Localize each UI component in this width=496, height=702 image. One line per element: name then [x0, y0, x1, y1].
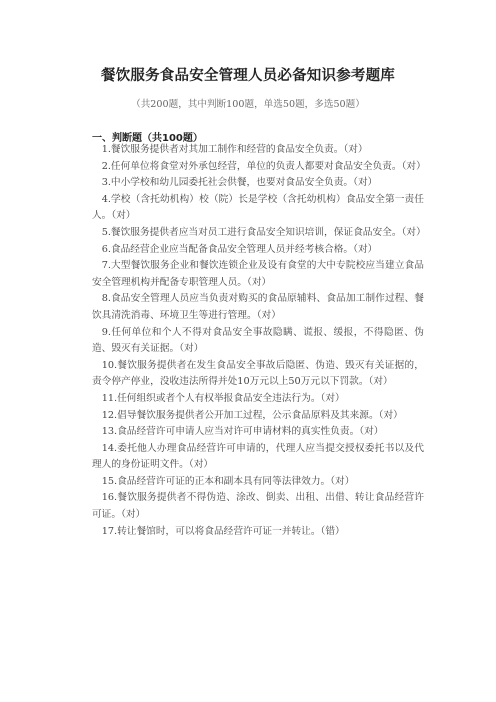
list-item: 17.转让餐馆时，可以将食品经营许可证一并转让。（错） — [101, 525, 345, 537]
list-item: 9.任何单位和个人不得对食品安全事故隐瞒、谎报、缓报，不得隐匿、伪造、毁灭有关证据。（对） — [92, 326, 424, 355]
list-item: 14.委托他人办理食品经营许可申请的，代理人应当提交授权委托书以及代理人的身份证明文件。（对） — [92, 442, 424, 471]
question-list — [92, 142, 424, 540]
list-item: 6.食品经营企业应当配备食品安全管理人员并经考核合格。（对） — [101, 243, 378, 255]
list-item: 8.食品安全管理人员应当负责对购买的食品原辅料、食品加工制作过程、餐饮具清洗消毒、环境卫生等进行管理。（对） — [92, 293, 424, 321]
list-item: 11.任何组织或者个人有权举报食品安全违法行为。（对） — [101, 392, 345, 404]
list-item: 16.餐饮服务提供者不得伪造、涂改、倒卖、出租、出借、转让食品经营许可证。（对） — [92, 492, 424, 521]
list-item: 10.餐饮服务提供者在发生食品安全事故后隐匿、伪造、毁灭有关证据的，责令停产停业，没收违法所得并处10万元以上50万元以下罚款。（对） — [92, 359, 424, 388]
document-title: 餐饮服务食品安全管理人员必备知识参考题库 — [101, 68, 395, 84]
list-item: 12.倡导餐饮服务提供者公开加工过程，公示食品原料及其来源。（对） — [101, 409, 403, 421]
list-item: 4.学校（含托幼机构）校（院）长是学校（含托幼机构）食品安全第一责任人。（对） — [92, 193, 424, 222]
section-heading: 一、判断题（共100题） — [92, 133, 203, 144]
list-item: 3.中小学校和幼儿园委托社会供餐，也要对食品安全负责。（对） — [101, 177, 378, 189]
list-item: 2.任何单位将食堂对外承包经营，单位的负责人都要对食品安全负责。（对） — [101, 160, 426, 172]
list-item: 13.食品经营许可申请人应当对许可申请材料的真实性负责。（对） — [101, 426, 384, 438]
list-item: 15.食品经营许可证的正本和副本具有同等法律效力。（对） — [101, 475, 355, 487]
list-item: 7.大型餐饮服务企业和餐饮连锁企业及设有食堂的大中专院校应当建立食品安全管理机构并配备专职管理人员。（对） — [92, 260, 424, 288]
document-subtitle: （共200题，其中判断100题，单选50题，多选50题） — [131, 99, 365, 110]
list-item: 1.餐饮服务提供者对其加工制作和经营的食品安全负责。（对） — [101, 144, 368, 155]
list-item: 5.餐饮服务提供者应当对员工进行食品安全知识培训，保证食品安全。（对） — [101, 226, 426, 238]
